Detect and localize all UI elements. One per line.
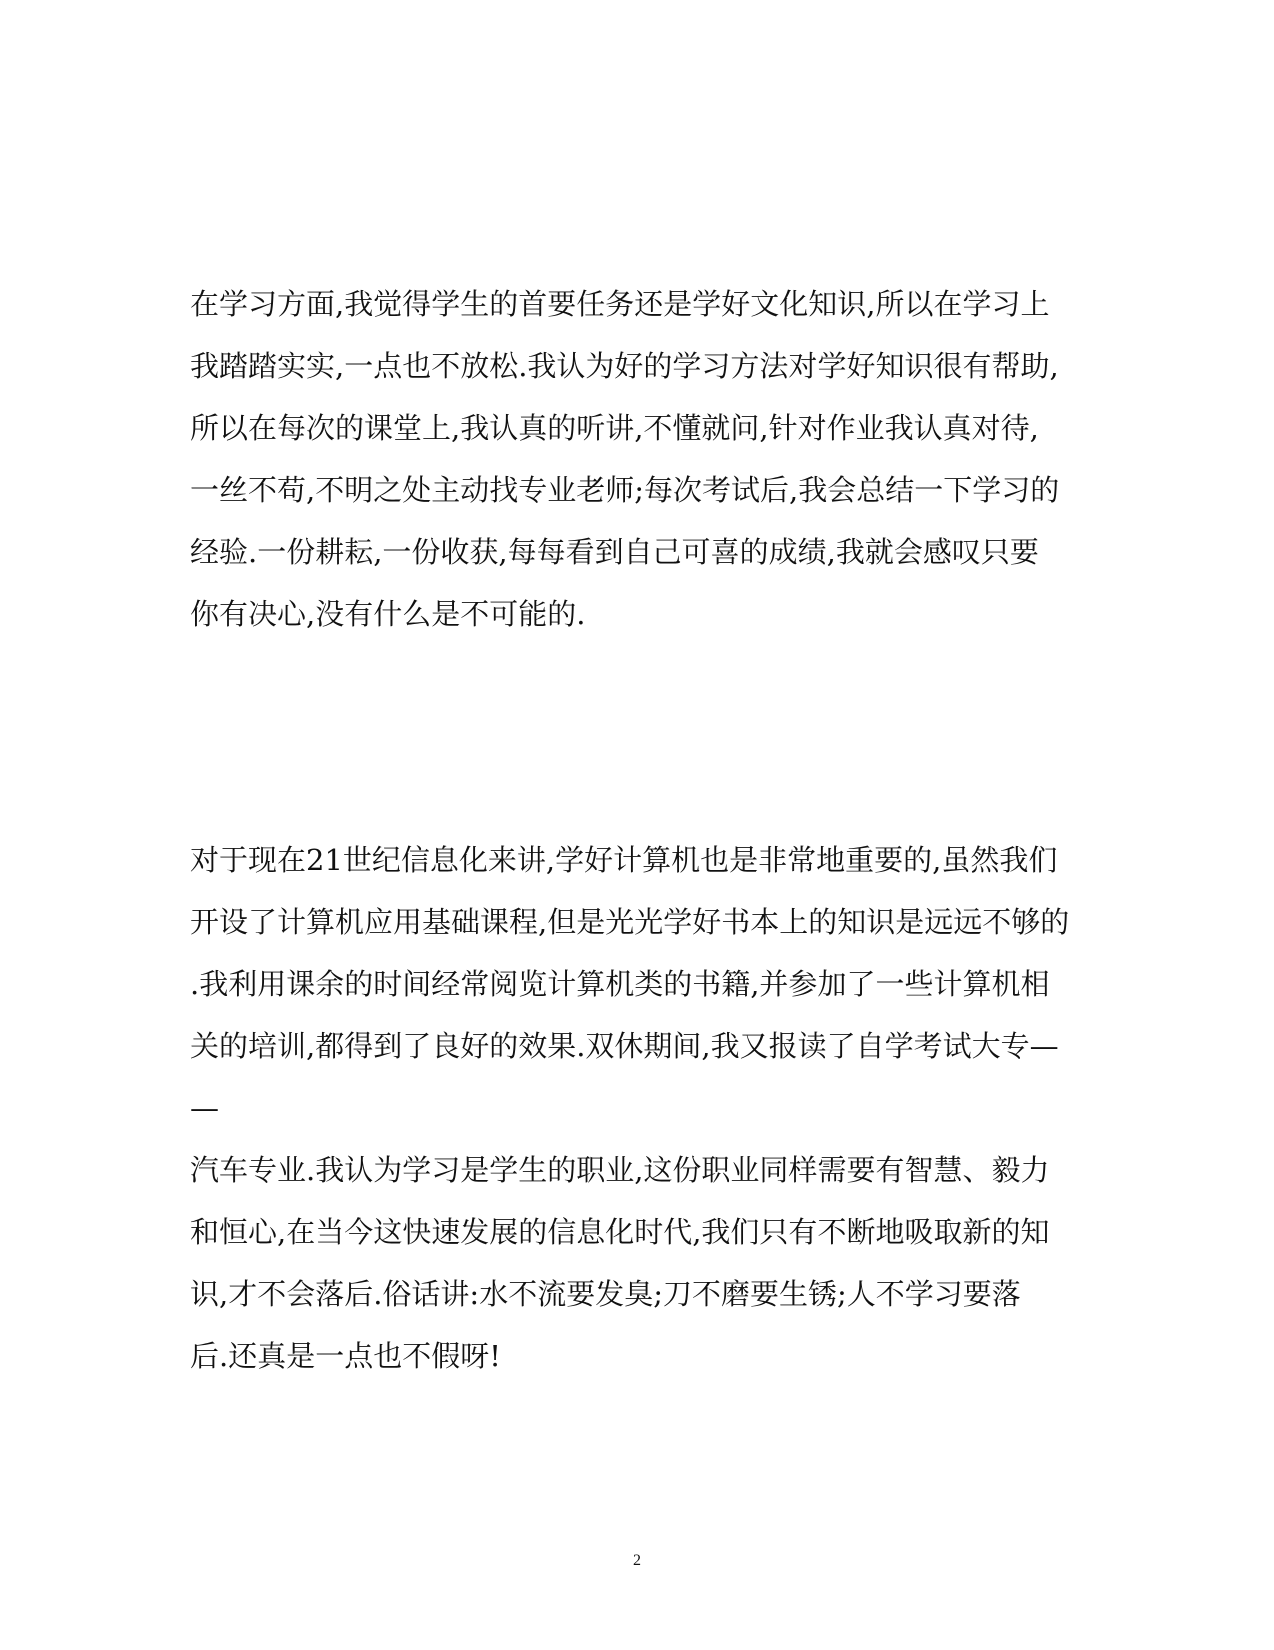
page-number: 2 — [633, 1552, 641, 1569]
paragraph-line: 开设了计算机应用基础课程,但是光光学好书本上的知识是远远不够的 — [190, 905, 1070, 939]
paragraph-line: 汽车专业.我认为学习是学生的职业,这份职业同样需要有智慧、毅力 — [190, 1153, 1050, 1187]
paragraph-line: 我踏踏实实,一点也不放松.我认为好的学习方法对学好知识很有帮助, — [190, 349, 1059, 383]
paragraph-line: 在学习方面,我觉得学生的首要任务还是学好文化知识,所以在学习上 — [190, 287, 1050, 321]
paragraph-line: 一丝不苟,不明之处主动找专业老师;每次考试后,我会总结一下学习的 — [190, 473, 1060, 507]
paragraph-line: 关的培训,都得到了良好的效果.双休期间,我又报读了自学考试大专— — [190, 1029, 1059, 1063]
paragraph-line: — — [190, 1091, 219, 1125]
paragraph-line: 对于现在21世纪信息化来讲,学好计算机也是非常地重要的,虽然我们 — [190, 843, 1058, 877]
paragraph-line: .我利用课余的时间经常阅览计算机类的书籍,并参加了一些计算机相 — [190, 967, 1050, 1001]
paragraph-line: 后.还真是一点也不假呀! — [190, 1339, 501, 1373]
paragraph-line: 经验.一份耕耘,一份收获,每每看到自己可喜的成绩,我就会感叹只要 — [190, 535, 1039, 569]
paragraph-line: 识,才不会落后.俗话讲:水不流要发臭;刀不磨要生锈;人不学习要落 — [190, 1277, 1021, 1311]
paragraph-line: 和恒心,在当今这快速发展的信息化时代,我们只有不断地吸取新的知 — [190, 1215, 1050, 1249]
paragraph-line: 你有决心,没有什么是不可能的. — [190, 597, 586, 631]
paragraph-line: 所以在每次的课堂上,我认真的听讲,不懂就问,针对作业我认真对待, — [190, 411, 1039, 445]
